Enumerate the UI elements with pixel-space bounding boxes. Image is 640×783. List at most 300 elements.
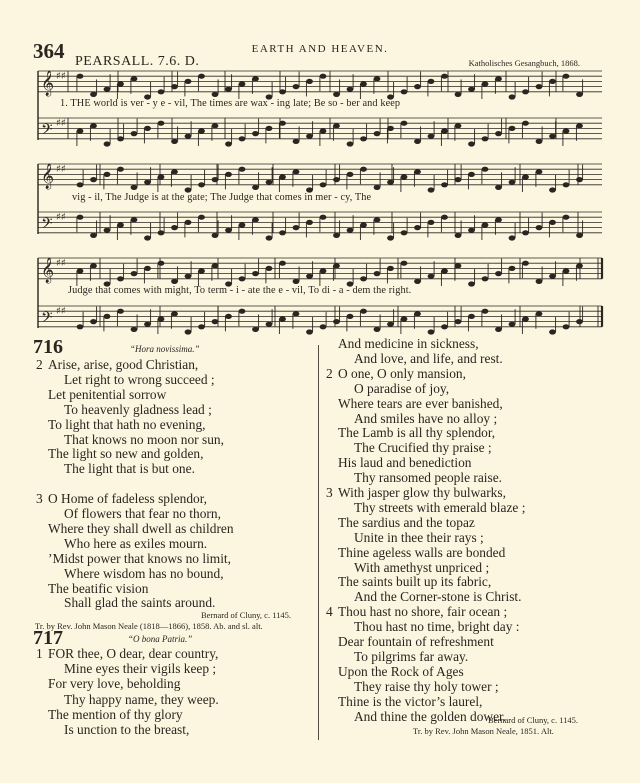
note-head <box>549 134 556 139</box>
note-head <box>239 309 246 314</box>
note-head <box>306 329 313 334</box>
note-head <box>563 74 570 79</box>
verse-line <box>48 721 189 738</box>
sharp-icon: ♯♯ <box>56 306 66 317</box>
note-head <box>495 185 502 190</box>
note-head <box>252 327 259 332</box>
note-head <box>144 322 151 327</box>
note-head <box>279 174 286 179</box>
note-head <box>387 266 394 271</box>
note-head <box>320 74 327 79</box>
note-head <box>482 167 489 172</box>
note-head <box>347 141 354 146</box>
note-head <box>576 319 583 324</box>
note-head <box>536 169 543 174</box>
sharp-icon: ♯♯ <box>56 258 66 269</box>
verse-text: Dear fountain of refreshment <box>338 634 494 649</box>
note-head <box>441 182 448 187</box>
note-head <box>428 134 435 139</box>
verse-text: Let right to wrong succeed ; <box>64 371 215 387</box>
note-head <box>279 89 286 94</box>
verse-text: Thine is the victor’s laurel, <box>338 693 483 709</box>
treble-clef-icon: 𝄞 <box>41 257 55 283</box>
note-head <box>225 314 232 319</box>
note-head <box>185 329 192 334</box>
verse-text: ’Midst power that knows no limit, <box>48 550 231 566</box>
verse-text: To light that hath no evening, <box>48 416 206 432</box>
note-head <box>374 76 381 81</box>
hymn-717-translator: Tr. by Rev. John Mason Neale, 1851. Alt. <box>413 726 554 736</box>
note-head <box>522 261 529 266</box>
note-head <box>441 215 448 220</box>
note-head <box>239 81 246 86</box>
bass-clef-icon: 𝄢 <box>41 308 53 330</box>
note-head <box>401 261 408 266</box>
tune-source: Katholisches Gesangbuch, 1868. <box>468 58 580 68</box>
note-head <box>374 327 381 332</box>
verse-text: O Home of fadeless splendor, <box>48 491 207 507</box>
note-head <box>279 121 286 126</box>
verse-text: Thy ransomed people raise. <box>354 470 502 486</box>
note-head <box>347 172 354 177</box>
note-head <box>279 316 286 321</box>
verse-text: FOR thee, O dear, dear country, <box>48 646 219 661</box>
note-head <box>77 128 84 133</box>
note-head <box>509 266 516 271</box>
note-head <box>266 180 273 185</box>
note-head <box>387 322 394 327</box>
verse-text: Of flowers that fear no thorn, <box>64 506 221 521</box>
note-head <box>495 327 502 332</box>
verse-text: The Lamb is all thy splendor, <box>338 425 496 441</box>
note-head <box>198 182 205 187</box>
note-head <box>198 268 205 273</box>
bass-clef-icon: 𝄢 <box>41 214 53 236</box>
music-lyric-line-2: vig - il, The Judge is at the gate; The Judge that comes in mer - cy, The <box>72 192 372 203</box>
note-head <box>576 92 583 97</box>
note-head <box>468 314 475 319</box>
note-head <box>455 319 462 324</box>
note-head <box>198 128 205 133</box>
note-head <box>306 274 313 279</box>
note-head <box>468 228 475 233</box>
note-head <box>374 217 381 222</box>
note-head <box>131 327 138 332</box>
note-head <box>414 279 421 284</box>
note-head <box>468 281 475 286</box>
verse-text: Let penitential sorrow <box>48 386 167 402</box>
note-head <box>158 261 165 266</box>
note-head <box>320 268 327 273</box>
note-head <box>225 228 232 233</box>
note-head <box>185 79 192 84</box>
note-head <box>104 228 111 233</box>
note-head <box>212 177 219 182</box>
note-head <box>401 230 408 235</box>
note-head <box>522 230 529 235</box>
note-head <box>131 131 138 136</box>
verse-text: To heavenly gladness lead ; <box>64 401 212 417</box>
note-head <box>225 172 232 177</box>
note-head <box>320 128 327 133</box>
music-lyric-line-3: Judge that comes with might, To term - i - ate the e - vil, To di - a - dem the right. <box>68 285 412 296</box>
verse-text: To pilgrims far away. <box>354 648 469 664</box>
note-head <box>509 235 516 240</box>
note-head <box>360 136 367 141</box>
hymn-number-716: 716 <box>33 336 63 358</box>
note-head <box>576 263 583 268</box>
note-head <box>563 215 570 220</box>
stanza-number: 2 <box>326 365 333 381</box>
note-head <box>77 215 84 220</box>
note-head <box>455 233 462 238</box>
verse-text: The light that is but one. <box>64 461 195 477</box>
hymn-717-latin-title: “O bona Patria.” <box>128 634 193 644</box>
note-head <box>549 79 556 84</box>
verse-text: Thy streets with emerald blaze ; <box>354 499 526 515</box>
note-head <box>374 131 381 136</box>
note-head <box>441 74 448 79</box>
note-head <box>347 314 354 319</box>
note-head <box>387 126 394 131</box>
note-head <box>104 87 111 92</box>
note-head <box>549 329 556 334</box>
hymn-716-author: Bernard of Cluny, c. 1145. <box>201 610 292 620</box>
note-head <box>212 263 219 268</box>
note-head <box>77 324 84 329</box>
note-head <box>347 228 354 233</box>
hymn-717-author: Bernard of Cluny, c. 1145. <box>488 715 579 725</box>
note-head <box>117 309 124 314</box>
note-head <box>185 220 192 225</box>
note-head <box>455 263 462 268</box>
note-head <box>509 180 516 185</box>
note-head <box>306 79 313 84</box>
verse-text: Thou hast no shore, fair ocean ; <box>338 604 508 620</box>
verse-text: Thou hast no time, bright day : <box>354 619 520 635</box>
note-head <box>374 185 381 190</box>
note-head <box>266 126 273 131</box>
note-head <box>266 266 273 271</box>
note-head <box>198 74 205 79</box>
note-head <box>414 169 421 174</box>
note-head <box>131 271 138 276</box>
note-head <box>401 174 408 179</box>
verse-text: For very love, beholding <box>48 676 181 692</box>
verse-text: And love, and life, and rest. <box>354 350 503 366</box>
verse-text: Where wisdom has no bound, <box>64 565 224 581</box>
note-head <box>522 121 529 126</box>
note-head <box>185 134 192 139</box>
note-head <box>563 324 570 329</box>
note-head <box>468 172 475 177</box>
note-head <box>563 268 570 273</box>
note-head <box>198 215 205 220</box>
note-head <box>279 261 286 266</box>
verse-text: And the Corner-stone is Christ. <box>354 589 522 605</box>
note-head <box>131 185 138 190</box>
verse-text: Mine eyes their vigils keep ; <box>64 661 217 677</box>
note-head <box>482 222 489 227</box>
verse-text: With amethyst unpriced ; <box>354 559 490 575</box>
note-head <box>77 268 84 273</box>
note-head <box>252 76 259 81</box>
verse-text: And thine the golden dower. <box>354 708 507 724</box>
note-head <box>117 222 124 227</box>
verse-text: With jasper glow thy bulwarks, <box>338 485 506 500</box>
verse-text: Where tears are ever banished, <box>338 395 503 411</box>
note-head <box>104 141 111 146</box>
note-head <box>414 139 421 144</box>
stanza-number: 3 <box>36 491 43 507</box>
note-head <box>117 81 124 86</box>
note-head <box>455 177 462 182</box>
note-head <box>333 319 340 324</box>
note-head <box>212 233 219 238</box>
hymn-number-717: 717 <box>33 627 63 649</box>
note-head <box>333 123 340 128</box>
note-head <box>360 167 367 172</box>
note-head <box>293 84 300 89</box>
note-head <box>387 180 394 185</box>
note-head <box>77 182 84 187</box>
note-head <box>495 131 502 136</box>
note-head <box>266 235 273 240</box>
note-head <box>401 316 408 321</box>
note-head <box>144 126 151 131</box>
verse-text: They raise thy holy tower ; <box>354 678 499 694</box>
hymn-716-translator: Tr. by Rev. John Mason Neale (1818—1866), 1858. Ab. and sl. alt. <box>35 621 263 631</box>
note-head <box>522 174 529 179</box>
note-head <box>171 225 178 230</box>
stanza-number: 3 <box>326 485 333 500</box>
note-head <box>198 324 205 329</box>
note-head <box>90 92 97 97</box>
note-head <box>158 230 165 235</box>
note-head <box>252 131 259 136</box>
note-head <box>239 222 246 227</box>
note-head <box>509 322 516 327</box>
verse-text: Thine ageless walls are bonded <box>338 544 506 560</box>
verse-text: And smiles have no alloy ; <box>354 410 498 426</box>
note-head <box>495 217 502 222</box>
note-head <box>441 268 448 273</box>
note-head <box>441 128 448 133</box>
column-divider <box>318 345 319 740</box>
note-head <box>414 225 421 230</box>
note-head <box>90 123 97 128</box>
verse-line <box>48 594 215 611</box>
treble-clef-icon: 𝄞 <box>41 70 55 96</box>
note-head <box>212 123 219 128</box>
note-head <box>144 235 151 240</box>
verse-text: Thy happy name, they weep. <box>64 691 219 707</box>
note-head <box>225 141 232 146</box>
verse-text: The Crucified thy praise ; <box>354 440 492 456</box>
note-head <box>131 217 138 222</box>
verse-line <box>48 460 195 477</box>
note-head <box>401 89 408 94</box>
sharp-icon: ♯♯ <box>56 212 66 223</box>
note-head <box>252 271 259 276</box>
note-head <box>90 177 97 182</box>
verse-text: Arise, arise, good Christian, <box>48 357 199 372</box>
note-head <box>306 134 313 139</box>
note-head <box>117 167 124 172</box>
note-head <box>549 274 556 279</box>
note-head <box>414 84 421 89</box>
note-head <box>333 177 340 182</box>
verse-text: The saints built up its fabric, <box>338 574 492 590</box>
note-head <box>239 276 246 281</box>
note-head <box>360 81 367 86</box>
stanza-number: 4 <box>326 604 333 620</box>
note-head <box>158 121 165 126</box>
note-head <box>131 76 138 81</box>
note-head <box>279 230 286 235</box>
note-head <box>522 89 529 94</box>
note-head <box>293 279 300 284</box>
running-title: EARTH AND HEAVEN. <box>251 43 389 55</box>
note-head <box>225 87 232 92</box>
note-head <box>360 222 367 227</box>
note-head <box>252 217 259 222</box>
stanza-number: 2 <box>36 357 43 372</box>
note-head <box>549 187 556 192</box>
note-head <box>482 309 489 314</box>
sharp-icon: ♯♯ <box>56 164 66 175</box>
note-head <box>212 319 219 324</box>
note-head <box>117 276 124 281</box>
note-head <box>441 324 448 329</box>
note-head <box>144 180 151 185</box>
note-head <box>171 169 178 174</box>
note-head <box>347 87 354 92</box>
note-head <box>158 89 165 94</box>
verse-line <box>338 708 506 725</box>
note-head <box>239 136 246 141</box>
verse-text: The mention of thy glory <box>48 706 183 722</box>
music-lyric-line-1: 1. THE world is ver - y e - vil, The times are wax - ing late; Be so - ber and keep <box>60 98 401 109</box>
sharp-icon: ♯♯ <box>56 118 66 129</box>
note-head <box>171 84 178 89</box>
note-head <box>549 220 556 225</box>
note-head <box>576 123 583 128</box>
note-head <box>576 233 583 238</box>
note-head <box>293 169 300 174</box>
verse-text: Where they shall dwell as children <box>48 520 234 536</box>
note-head <box>171 311 178 316</box>
note-head <box>374 271 381 276</box>
verse-text: O one, O only mansion, <box>338 365 466 381</box>
hymn-716-latin-title: “Hora novissima.” <box>130 344 200 354</box>
note-head <box>387 235 394 240</box>
note-head <box>266 322 273 327</box>
note-head <box>212 92 219 97</box>
note-head <box>536 225 543 230</box>
note-head <box>455 123 462 128</box>
note-head <box>293 139 300 144</box>
note-head <box>239 167 246 172</box>
note-head <box>509 94 516 99</box>
note-head <box>333 233 340 238</box>
tune-name: PEARSALL. 7.6. D. <box>75 54 200 69</box>
note-head <box>468 141 475 146</box>
note-head <box>468 87 475 92</box>
note-head <box>306 220 313 225</box>
verse-text: Upon the Rock of Ages <box>338 663 464 679</box>
note-head <box>536 139 543 144</box>
note-head <box>495 76 502 81</box>
note-head <box>428 329 435 334</box>
verse-text: The sardius and the topaz <box>338 514 475 530</box>
note-head <box>90 263 97 268</box>
note-head <box>428 220 435 225</box>
note-head <box>536 279 543 284</box>
verse-text: O paradise of joy, <box>354 380 450 396</box>
note-head <box>185 274 192 279</box>
note-head <box>522 316 529 321</box>
note-head <box>428 187 435 192</box>
verse-text: His laud and benediction <box>338 455 472 471</box>
verse-text: Is unction to the breast, <box>64 722 190 737</box>
note-head <box>401 121 408 126</box>
note-head <box>563 128 570 133</box>
note-head <box>360 309 367 314</box>
note-head <box>171 139 178 144</box>
page-number: 364 <box>33 39 65 63</box>
note-head <box>428 79 435 84</box>
note-head <box>320 182 327 187</box>
note-head <box>428 274 435 279</box>
bass-clef-icon: 𝄢 <box>41 120 53 142</box>
note-head <box>495 271 502 276</box>
note-head <box>293 311 300 316</box>
note-head <box>482 276 489 281</box>
treble-clef-icon: 𝄞 <box>41 163 55 189</box>
verse-text: Unite in thee their rays ; <box>354 529 484 545</box>
note-head <box>320 324 327 329</box>
note-head <box>104 172 111 177</box>
note-head <box>482 136 489 141</box>
note-head <box>509 126 516 131</box>
note-head <box>333 92 340 97</box>
note-head <box>158 316 165 321</box>
note-head <box>158 174 165 179</box>
stanza-number: 1 <box>36 646 43 661</box>
note-head <box>252 185 259 190</box>
note-head <box>414 311 421 316</box>
note-head <box>320 215 327 220</box>
note-head <box>333 263 340 268</box>
note-head <box>576 177 583 182</box>
note-head <box>536 84 543 89</box>
note-head <box>563 182 570 187</box>
note-head <box>117 136 124 141</box>
note-head <box>360 276 367 281</box>
note-head <box>90 319 97 324</box>
verse-text: The beatific vision <box>48 580 149 596</box>
verse-text: That knows no moon nor sun, <box>64 431 224 447</box>
verse-text: Who here as exiles mourn. <box>64 535 208 551</box>
note-head <box>171 279 178 284</box>
note-head <box>104 314 111 319</box>
verse-text: The light so new and golden, <box>48 446 204 462</box>
note-head <box>90 233 97 238</box>
note-head <box>144 266 151 271</box>
note-head <box>77 74 84 79</box>
verse-text: Shall glad the saints around. <box>64 595 216 611</box>
